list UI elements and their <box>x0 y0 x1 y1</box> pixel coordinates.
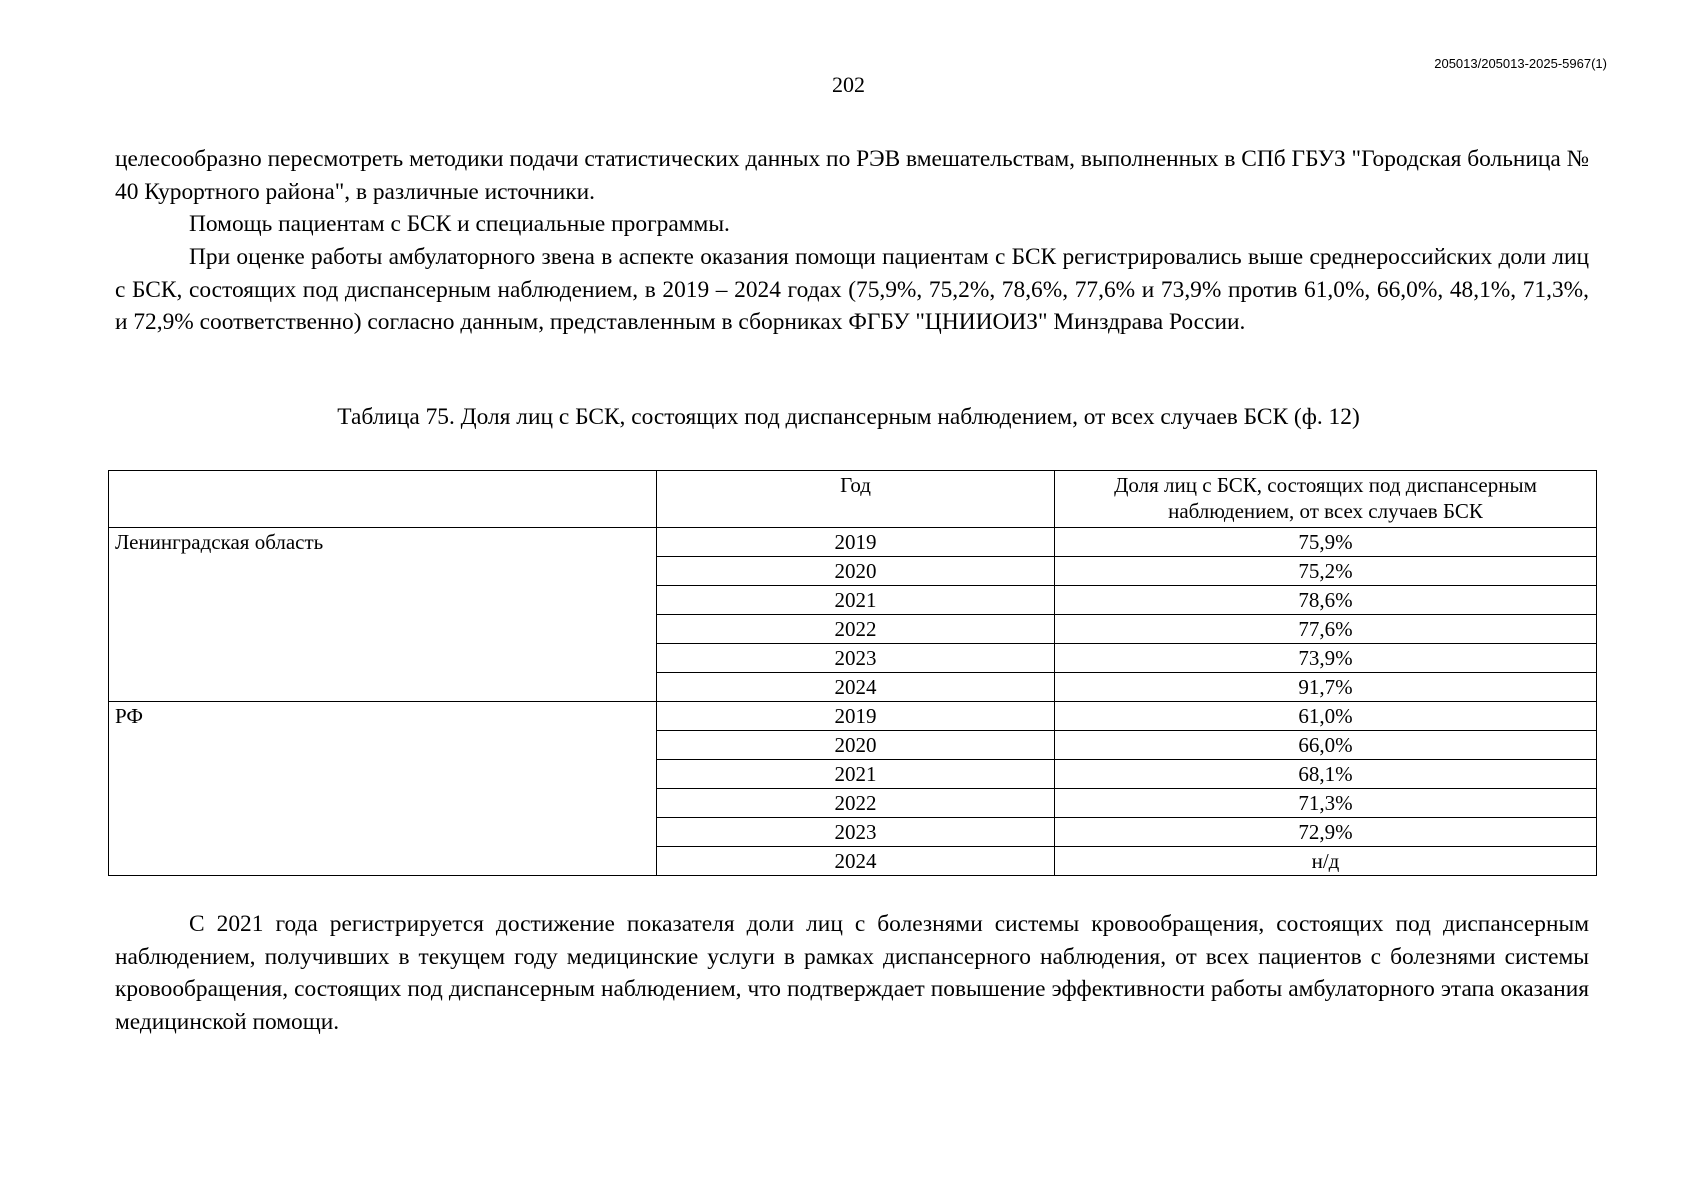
year-cell: 2022 <box>657 615 1055 644</box>
year-cell: 2021 <box>657 760 1055 789</box>
dispensary-share-table <box>108 470 1597 876</box>
year-cell: 2023 <box>657 818 1055 847</box>
document-id: 205013/205013-2025-5967(1) <box>1434 56 1607 71</box>
paragraph-assessment: При оценке работы амбулаторного звена в аспекте оказания помощи пациентам с БСК регистрировались выше среднероссийских доли лиц с БСК, состоящих под диспансерным наблюдением, в 2019 – 2024 годах (75,9%, 75,2%, 78,6%, 77,6% и 73,9% против 61,0%, 66,0%, 48,1%, 71,3%, и 72,9% соответственно) согласно данным, представленным в сборниках ФГБУ "ЦНИИОИЗ" Минздрава России. <box>115 244 1589 335</box>
header-year: Год <box>657 471 1055 528</box>
year-cell: 2020 <box>657 731 1055 760</box>
table-header-row <box>109 471 1597 528</box>
value-cell: 91,7% <box>1055 673 1597 702</box>
paragraph-subheading: Помощь пациентам с БСК и специальные программы. <box>189 211 730 237</box>
year-cell: 2019 <box>657 528 1055 557</box>
value-cell: 72,9% <box>1055 818 1597 847</box>
table-row <box>109 702 1597 731</box>
year-cell: 2024 <box>657 847 1055 876</box>
paragraph-conclusion: С 2021 года регистрируется достижение показателя доли лиц с болезнями системы кровообращения, состоящих под диспансерным наблюдением, получивших в текущем году медицинские услуги в рамках диспансерного наблюдения, от всех пациентов с болезнями системы кровообращения, состоящих под диспансерным наблюдением, что подтверждает повышение эффективности работы амбулаторного этапа оказания медицинской помощи. <box>115 911 1589 1035</box>
paragraph-intro: целесообразно пересмотреть методики подачи статистических данных по РЭВ вмешательствам, выполненных в СПб ГБУЗ "Городская больница № 40 Курортного района", в различные источники. <box>115 146 1589 205</box>
value-cell: 78,6% <box>1055 586 1597 615</box>
table-row <box>109 528 1597 557</box>
year-cell: 2022 <box>657 789 1055 818</box>
value-cell: 77,6% <box>1055 615 1597 644</box>
region-cell: Ленинградская область <box>109 528 657 702</box>
value-cell: 75,2% <box>1055 557 1597 586</box>
year-cell: 2019 <box>657 702 1055 731</box>
year-cell: 2023 <box>657 644 1055 673</box>
value-cell: н/д <box>1055 847 1597 876</box>
page-number: 202 <box>832 72 865 97</box>
value-cell: 75,9% <box>1055 528 1597 557</box>
year-cell: 2021 <box>657 586 1055 615</box>
value-cell: 61,0% <box>1055 702 1597 731</box>
value-cell: 68,1% <box>1055 760 1597 789</box>
header-region <box>109 471 657 528</box>
value-cell: 71,3% <box>1055 789 1597 818</box>
value-cell: 73,9% <box>1055 644 1597 673</box>
region-cell: РФ <box>109 702 657 876</box>
value-cell: 66,0% <box>1055 731 1597 760</box>
table-caption: Таблица 75. Доля лиц с БСК, состоящих под диспансерным наблюдением, от всех случаев БСК (ф. 12) <box>337 404 1360 430</box>
year-cell: 2024 <box>657 673 1055 702</box>
header-share: Доля лиц с БСК, состоящих под диспансерным наблюдением, от всех случаев БСК <box>1055 471 1597 528</box>
year-cell: 2020 <box>657 557 1055 586</box>
